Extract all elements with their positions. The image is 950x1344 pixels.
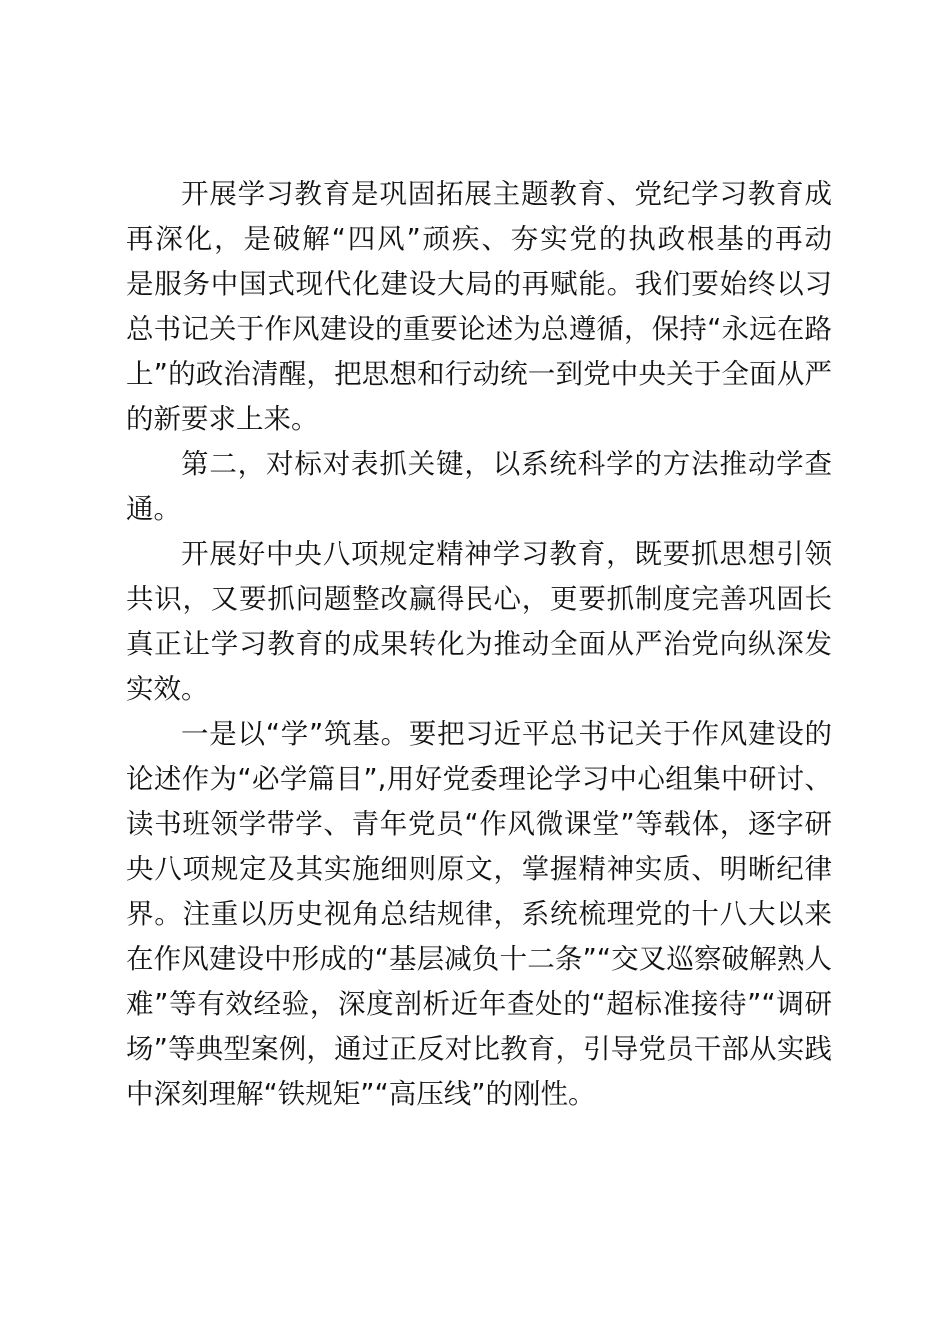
paragraph-4-line-5: 界。注重以历史视角总结规律，系统梳理党的十八大以来 xyxy=(126,898,832,930)
paragraph-1-line-3: 是服务中国式现代化建设大局的再赋能。我们要始终以习 xyxy=(126,268,832,300)
paragraph-4-line-7: 难”等有效经验，深度剖析近年查处的“超标准接待”“调研 xyxy=(126,988,832,1020)
paragraph-4-line-6: 在作风建设中形成的“基层减负十二条”“交叉巡察破解熟人 xyxy=(126,943,832,975)
paragraph-3-line-3: 真正让学习教育的成果转化为推动全面从严治党向纵深发 xyxy=(126,628,832,660)
paragraph-4-line-3: 读书班领学带学、青年党员“作风微课堂”等载体，逐字研 xyxy=(126,808,832,840)
paragraph-3-line-4: 实效。 xyxy=(126,673,209,705)
paragraph-2-line-2: 通。 xyxy=(126,493,181,525)
paragraph-4-line-4: 央八项规定及其实施细则原文，掌握精神实质、明晰纪律 xyxy=(126,853,832,885)
paragraph-1-line-2: 再深化，是破解“四风”顽疾、夯实党的执政根基的再动 xyxy=(126,223,832,255)
paragraph-1-line-1: 开展学习教育是巩固拓展主题教育、党纪学习教育成 xyxy=(181,178,832,210)
paragraph-3-line-2: 共识，又要抓问题整改赢得民心，更要抓制度完善巩固长 xyxy=(126,583,832,615)
paragraph-1-line-4: 总书记关于作风建设的重要论述为总遵循，保持“永远在路 xyxy=(126,313,832,345)
paragraph-4-line-2: 论述作为“必学篇目”,用好党委理论学习中心组集中研讨、 xyxy=(126,763,832,795)
paragraph-1-line-6: 的新要求上来。 xyxy=(126,403,319,435)
paragraph-4-line-9: 中深刻理解“铁规矩”“高压线”的刚性。 xyxy=(126,1078,596,1110)
paragraph-1-line-5: 上”的政治清醒，把思想和行动统一到党中央关于全面从严 xyxy=(126,358,832,390)
paragraph-4-line-1: 一是以“学”筑基。要把习近平总书记关于作风建设的 xyxy=(181,718,832,750)
paragraph-4-line-8: 场”等典型案例，通过正反对比教育，引导党员干部从实践 xyxy=(126,1033,832,1065)
paragraph-2-line-1: 第二，对标对表抓关键，以系统科学的方法推动学查 xyxy=(181,448,832,480)
paragraph-3-line-1: 开展好中央八项规定精神学习教育，既要抓思想引领 xyxy=(181,538,832,570)
document-body xyxy=(126,172,832,1117)
